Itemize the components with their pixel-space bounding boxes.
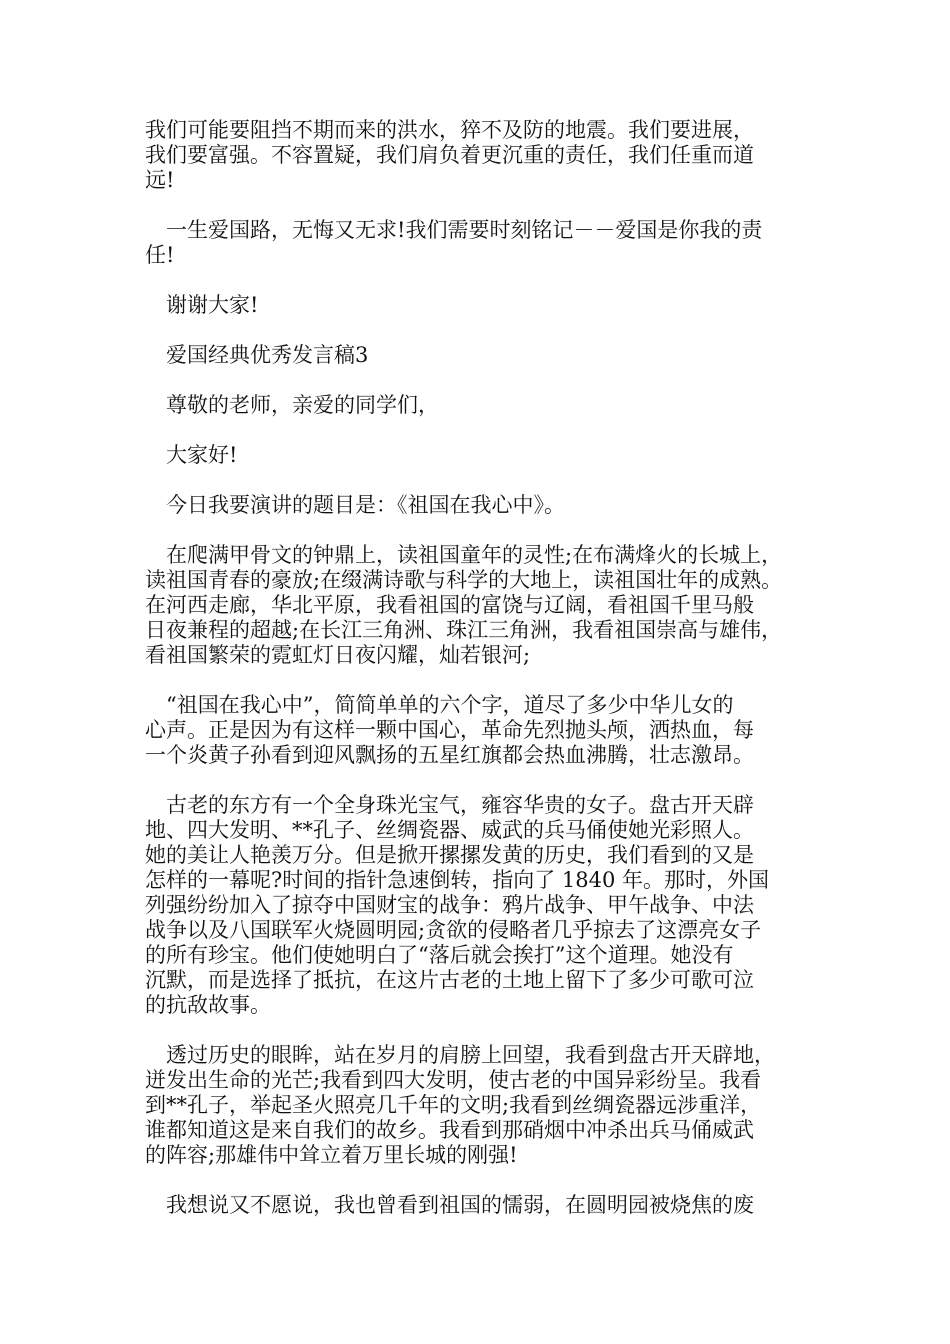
- text-line: 列强纷纷加入了掠夺中国财宝的战争：鸦片战争、甲午战争、中法: [145, 893, 754, 917]
- text-line: 透过历史的眼眸，站在岁月的肩膀上回望，我看到盘古开天辟地，: [166, 1043, 775, 1067]
- document-page: [145, 118, 825, 1243]
- section-heading: [145, 343, 825, 368]
- text-line: 大家好!: [166, 443, 238, 467]
- text-line: 谁都知道这是来自我们的故乡。我看到那硝烟中冲杀出兵马俑威武: [145, 1118, 754, 1142]
- text-line: 她的美让人艳羡万分。但是掀开摞摞发黄的历史，我们看到的又是: [145, 843, 754, 867]
- text-line: 谢谢大家!: [166, 293, 259, 317]
- greeting: [145, 443, 825, 468]
- paragraph-9: [145, 693, 825, 768]
- text-line: 地、四大发明、**孔子、丝绸瓷器、威武的兵马俑使她光彩照人。: [145, 818, 754, 842]
- text-line: 我想说又不愿说，我也曾看到祖国的懦弱，在圆明园被烧焦的废: [166, 1193, 754, 1217]
- text-line: 战争以及八国联军火烧圆明园;贪欲的侵略者几乎掠去了这漂亮女子: [145, 918, 762, 942]
- text-line: 一个炎黄子孙看到迎风飘扬的五星红旗都会热血沸腾，壮志激昂。: [145, 743, 754, 767]
- text-line: 沉默，而是选择了抵抗，在这片古老的土地上留下了多少可歌可泣: [145, 968, 754, 992]
- text-line: 心声。正是因为有这样一颗中国心，革命先烈抛头颅，洒热血，每: [145, 718, 754, 742]
- paragraph-2: [145, 218, 825, 268]
- text-line: 的抗敌故事。: [145, 993, 271, 1017]
- text-line: 我们要富强。不容置疑，我们肩负着更沉重的责任，我们任重而道: [145, 143, 754, 167]
- text-line: 的阵容;那雄伟中耸立着万里长城的刚强!: [145, 1143, 518, 1167]
- text-line: 的所有珍宝。他们使她明白了“落后就会挨打”这个道理。她没有: [145, 943, 734, 967]
- text-line: 怎样的一幕呢?时间的指针急速倒转，指向了 1840 年。那时，外国: [145, 868, 770, 892]
- text-line: 看祖国繁荣的霓虹灯日夜闪耀，灿若银河;: [145, 643, 531, 667]
- text-line: 在河西走廊，华北平原，我看祖国的富饶与辽阔，看祖国千里马般: [145, 593, 754, 617]
- text-line: 任!: [145, 243, 175, 267]
- text-line: 今日我要演讲的题目是：《祖国在我心中》。: [166, 493, 565, 517]
- text-line: 在爬满甲骨文的钟鼎上，读祖国童年的灵性;在布满烽火的长城上，: [166, 543, 783, 567]
- paragraph-1: [145, 118, 825, 193]
- text-line: 迸发出生命的光芒;我看到四大发明，使古老的中国异彩纷呈。我看: [145, 1068, 762, 1092]
- text-line: 远!: [145, 168, 175, 192]
- text-line: 到**孔子，举起圣火照亮几千年的文明;我看到丝绸瓷器远涉重洋，: [145, 1093, 762, 1117]
- paragraph-12: [145, 1193, 825, 1218]
- text-line: 我们可能要阻挡不期而来的洪水，猝不及防的地震。我们要进展，: [145, 118, 754, 142]
- text-line: 古老的东方有一个全身珠光宝气，雍容华贵的女子。盘古开天辟: [166, 793, 754, 817]
- text-line: “祖国在我心中”，简简单单的六个字，道尽了多少中华儿女的: [166, 693, 734, 717]
- text-line: 爱国经典优秀发言稿3: [166, 343, 369, 367]
- text-line: 尊敬的老师，亲爱的同学们，: [166, 393, 439, 417]
- salutation: [145, 393, 825, 418]
- paragraph-10: [145, 793, 825, 1018]
- paragraph-8: [145, 543, 825, 668]
- paragraph-11: [145, 1043, 825, 1168]
- topic-line: [145, 493, 825, 518]
- text-line: 读祖国青春的豪放;在缀满诗歌与科学的大地上，读祖国壮年的成熟。: [145, 568, 783, 592]
- text-line: 一生爱国路，无悔又无求!我们需要时刻铭记－－爱国是你我的责: [166, 218, 763, 242]
- paragraph-3: [145, 293, 825, 318]
- text-line: 日夜兼程的超越;在长江三角洲、珠江三角洲，我看祖国崇高与雄伟，: [145, 618, 783, 642]
